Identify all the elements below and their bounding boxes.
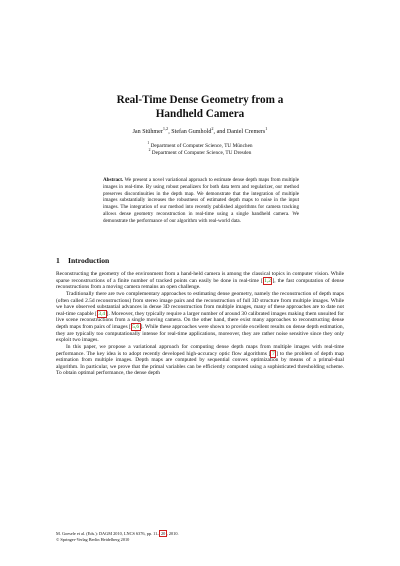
author-1-affil: 1,2 xyxy=(162,125,169,131)
paragraph-3-text-b: ] to the problem of depth map estimation from multiple images. Depth maps are computed by sequential convex optimization by means of a primal-dual algorithm. In particular, we prove that the primal variables can be efficiently computed using a sophisticated thresholding scheme. To obtain optimal performance, the dense depth xyxy=(56,350,345,377)
affiliation-1-num: 1 xyxy=(147,141,150,146)
paragraph-2-text-b: ]. Moreover, they typically require a larger number of around 30 calibrated images making them unsuited for live scene reconstructions from a single moving camera. On the other hand, there exist many approaches to reconstructing dense depth maps from pairs of images [ xyxy=(56,310,344,330)
author-2: , Stefan Gumhold xyxy=(168,129,212,135)
abstract-text: We present a novel variational approach to estimate dense depth maps from multiple images in real-time. By using robust penalizers for both data term and regularizer, our method preserves discontinuities in the depth map. We demonstrate that the integration of multiple images substantially increases the robustness of estimated depth maps to noise in the input images. The integration of our method into recently published algorithms for camera tracking allows dense geometry reconstruction in real-time using a single handheld camera. We demonstrate the performance of our algorithm with real-world data. xyxy=(103,177,299,224)
section-title: Introduction xyxy=(68,256,110,265)
section-heading xyxy=(56,256,109,265)
affiliation-1-text: Department of Computer Science, TU München xyxy=(150,143,253,149)
citation-link[interactable]: 7 xyxy=(271,350,275,357)
paper-title xyxy=(40,93,360,121)
footer-line-1-end: , 2010. xyxy=(166,531,179,536)
paragraph-1-text: Reconstructing the geometry of the environment from a hand-held camera is among the classical topics in computer vision. While sparse reconstructions of a finite number of tracked points can easily be done in real-time [ xyxy=(56,271,344,284)
body-text xyxy=(56,271,344,377)
paragraph-3 xyxy=(56,344,344,377)
footer-citation xyxy=(56,531,344,542)
author-1: Jan Stühmer xyxy=(132,129,163,135)
author-2-affil: 2 xyxy=(211,125,214,131)
title-line-2: Handheld Camera xyxy=(155,108,245,120)
copyright-line: © Springer-Verlag Berlin Heidelberg 2010 xyxy=(56,536,130,542)
citation-link[interactable]: 1,2 xyxy=(264,277,271,284)
abstract-label: Abstract. xyxy=(103,177,124,183)
author-list xyxy=(40,125,360,136)
author-3: , and Daniel Cremers xyxy=(213,129,266,135)
paragraph-2 xyxy=(56,291,344,344)
affiliation-2-num: 2 xyxy=(148,148,151,153)
affiliation-2 xyxy=(40,150,360,157)
citation-link[interactable]: 3,4 xyxy=(98,310,106,317)
citation-link[interactable]: 5,6 xyxy=(132,324,140,330)
title-line-1: Real-Time Dense Geometry from a xyxy=(116,94,284,106)
affiliation-2-text: Department of Computer Science, TU Dresden xyxy=(151,150,252,157)
paragraph-3-text-a: In this paper, we propose a variational approach for computing dense depth maps from multiple images with real-time performance. The key idea is to adopt recently developed high-accuracy optic flow algorithms [ xyxy=(56,343,344,357)
author-3-affil: 1 xyxy=(265,125,268,131)
section-number: 1 xyxy=(56,256,60,265)
page-range-link[interactable]: 20 xyxy=(160,531,166,536)
paragraph-2-text-c: ]. While these approaches were shown to provide excellent results on dense depth estimation, they are typically too computationally intense for real-time applications, moreover, they are rather noise sensitive since they only exploit two images. xyxy=(56,324,344,344)
abstract xyxy=(103,177,299,224)
paragraph-1-text-end: ], the fast computation of dense reconstructions from a moving camera remains an open challenge. xyxy=(56,277,344,291)
paragraph-1 xyxy=(56,271,344,291)
affiliations xyxy=(40,143,360,158)
footer-line-1-text: M. Goesele et al. (Eds.): DAGM 2010, LNCS 6376, pp. 11– xyxy=(56,531,160,536)
paragraph-2-text-a: Traditionally there are two complementary approaches to estimating dense geometry, namely the reconstruction of depth maps (often called 2.5d reconstructions) from stereo image pairs and the reconstruction of full 3D structure from multiple images. While we have observed substantial advances in dense 3D reconstruction from multiple images, many of these approaches are to date not real-time capable [ xyxy=(56,290,344,317)
